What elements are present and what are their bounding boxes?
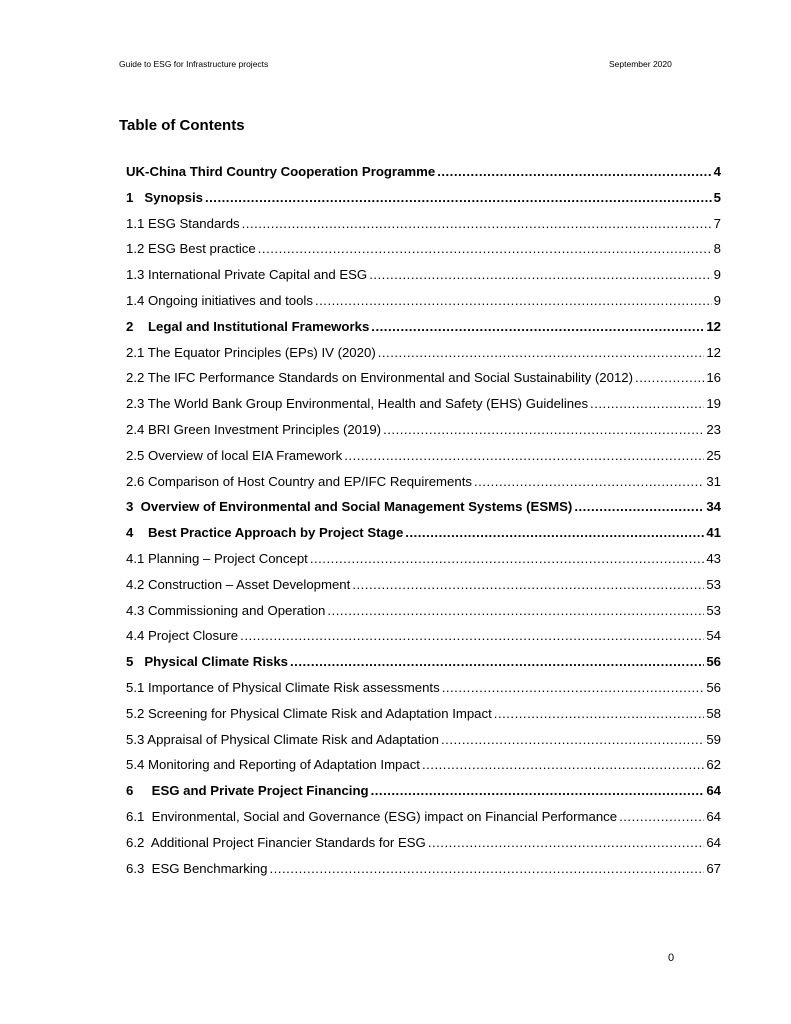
toc-entry-title: 1.1 ESG Standards [126, 215, 240, 231]
toc-entry-title: 2.1 The Equator Principles (EPs) IV (2020) [126, 344, 376, 360]
toc-entry[interactable] [126, 365, 721, 391]
toc-entry[interactable] [126, 391, 721, 417]
toc-heading: Table of Contents [119, 117, 245, 134]
toc-entry-title: 1 Synopsis [126, 189, 203, 205]
toc-leader-dots [315, 288, 712, 314]
toc-entry-title: 6.1 Environmental, Social and Governance (ESG) impact on Financial Performance [126, 808, 618, 824]
toc-entry-title: 5.3 Appraisal of Physical Climate Risk and Adaptation [126, 731, 440, 747]
toc-entry-page: 41 [706, 525, 721, 541]
toc-entry-page: 5 [713, 189, 721, 205]
toc-entry-title: 5.4 Monitoring and Reporting of Adaptation Impact [126, 757, 420, 773]
toc-entry[interactable] [126, 649, 721, 675]
toc-leader-dots [428, 830, 705, 856]
toc-entry[interactable] [126, 159, 721, 185]
toc-entry-title: UK-China Third Country Cooperation Programme [126, 164, 436, 179]
toc-entry-page: 16 [706, 370, 721, 386]
toc-entry-page: 64 [706, 783, 721, 799]
toc-entry[interactable] [126, 830, 721, 856]
toc-leader-dots [369, 262, 711, 288]
toc-leader-dots [242, 211, 712, 237]
toc-entry[interactable] [126, 340, 721, 366]
toc-entry[interactable] [126, 572, 721, 598]
toc-entry-title: 1.2 ESG Best practice [126, 241, 256, 257]
toc-entry-page: 4 [713, 164, 721, 179]
toc-entry-title: 5 Physical Climate Risks [126, 654, 288, 670]
toc-entry-title: 2.3 The World Bank Group Environmental, Health and Safety (EHS) Guidelines [126, 396, 589, 412]
toc-leader-dots [352, 572, 704, 598]
toc-leader-dots [474, 469, 704, 495]
toc-entry-page: 53 [706, 576, 721, 592]
toc-leader-dots [422, 752, 704, 778]
toc-leader-dots [371, 314, 704, 340]
toc-entry-page: 34 [706, 499, 721, 515]
toc-entry-title: 1.3 International Private Capital and ESG [126, 267, 368, 283]
toc-entry-title: 6.3 ESG Benchmarking [126, 860, 268, 876]
toc-entry[interactable] [126, 546, 721, 572]
toc-entry-page: 8 [713, 241, 721, 257]
page-number: 0 [668, 952, 675, 964]
toc-entry-page: 56 [706, 679, 721, 695]
toc-entry-title: 3 Overview of Environmental and Social Management Systems (ESMS) [126, 499, 573, 515]
toc-entry-title: 4.1 Planning – Project Concept [126, 550, 308, 566]
toc-entry[interactable] [126, 469, 721, 495]
toc-leader-dots [383, 417, 704, 443]
toc-entry-title: 4 Best Practice Approach by Project Stage [126, 525, 404, 541]
toc-entry-title: 1.4 Ongoing initiatives and tools [126, 292, 313, 308]
toc-entry[interactable] [126, 598, 721, 624]
toc-entry-page: 56 [706, 654, 721, 670]
header-date: September 2020 [609, 59, 672, 69]
toc-entry[interactable] [126, 211, 721, 237]
toc-entry-title: 4.3 Commissioning and Operation [126, 602, 326, 618]
toc-entry[interactable] [126, 288, 721, 314]
toc-entry-page: 43 [706, 550, 721, 566]
toc-leader-dots [635, 365, 704, 391]
toc-entry[interactable] [126, 778, 721, 804]
toc-entry[interactable] [126, 623, 721, 649]
toc-entry[interactable] [126, 494, 721, 520]
toc-entry-page: 25 [706, 447, 721, 463]
toc-entry[interactable] [126, 314, 721, 340]
toc-leader-dots [205, 185, 712, 211]
toc-entry-title: 4.4 Project Closure [126, 628, 239, 644]
toc-leader-dots [442, 675, 705, 701]
toc-leader-dots [574, 494, 704, 520]
toc-entry-page: 62 [706, 757, 721, 773]
toc-entry-page: 59 [706, 731, 721, 747]
toc-entry[interactable] [126, 185, 721, 211]
toc-entry-title: 5.1 Importance of Physical Climate Risk assessments [126, 679, 440, 695]
toc-entry-title: 4.2 Construction – Asset Development [126, 576, 351, 592]
toc-leader-dots [619, 804, 704, 830]
toc-entry-page: 53 [706, 602, 721, 618]
table-of-contents [126, 159, 721, 881]
toc-entry[interactable] [126, 417, 721, 443]
toc-entry-page: 67 [706, 860, 721, 876]
toc-leader-dots [344, 443, 704, 469]
toc-entry-title: 2.6 Comparison of Host Country and EP/IFC Requirements [126, 473, 472, 489]
toc-entry[interactable] [126, 804, 721, 830]
toc-entry-page: 12 [706, 344, 721, 360]
header-document-title: Guide to ESG for Infrastructure projects [119, 59, 269, 69]
toc-leader-dots [290, 649, 704, 675]
toc-leader-dots [371, 778, 705, 804]
toc-entry[interactable] [126, 701, 721, 727]
toc-leader-dots [240, 623, 704, 649]
toc-leader-dots [494, 701, 705, 727]
toc-entry[interactable] [126, 856, 721, 882]
toc-entry[interactable] [126, 752, 721, 778]
toc-entry[interactable] [126, 236, 721, 262]
toc-entry-page: 23 [706, 421, 721, 437]
toc-entry-page: 58 [706, 705, 721, 721]
toc-entry[interactable] [126, 675, 721, 701]
toc-entry-page: 64 [706, 808, 721, 824]
toc-entry-page: 7 [713, 215, 721, 231]
toc-entry[interactable] [126, 727, 721, 753]
toc-entry-page: 9 [713, 292, 721, 308]
toc-entry[interactable] [126, 520, 721, 546]
toc-leader-dots [590, 391, 704, 417]
toc-leader-dots [437, 159, 711, 185]
toc-leader-dots [258, 236, 712, 262]
toc-entry[interactable] [126, 262, 721, 288]
toc-entry-page: 12 [706, 318, 721, 334]
toc-leader-dots [441, 727, 704, 753]
toc-entry[interactable] [126, 443, 721, 469]
toc-entry-title: 5.2 Screening for Physical Climate Risk and Adaptation Impact [126, 705, 492, 721]
toc-entry-page: 54 [706, 628, 721, 644]
toc-entry-page: 9 [713, 267, 721, 283]
toc-entry-title: 2.5 Overview of local EIA Framework [126, 447, 343, 463]
toc-entry-title: 2.2 The IFC Performance Standards on Environmental and Social Sustainability (2012) [126, 370, 634, 386]
toc-entry-title: 6 ESG and Private Project Financing [126, 783, 369, 799]
toc-entry-title: 6.2 Additional Project Financier Standards for ESG [126, 834, 426, 850]
toc-entry-title: 2 Legal and Institutional Frameworks [126, 318, 370, 334]
toc-leader-dots [378, 340, 705, 366]
toc-entry-page: 19 [706, 396, 721, 412]
toc-leader-dots [327, 598, 704, 624]
toc-entry-page: 31 [706, 473, 721, 489]
toc-leader-dots [310, 546, 705, 572]
toc-leader-dots [269, 856, 704, 882]
toc-entry-title: 2.4 BRI Green Investment Principles (2019) [126, 421, 382, 437]
toc-leader-dots [405, 520, 704, 546]
toc-entry-page: 64 [706, 834, 721, 850]
